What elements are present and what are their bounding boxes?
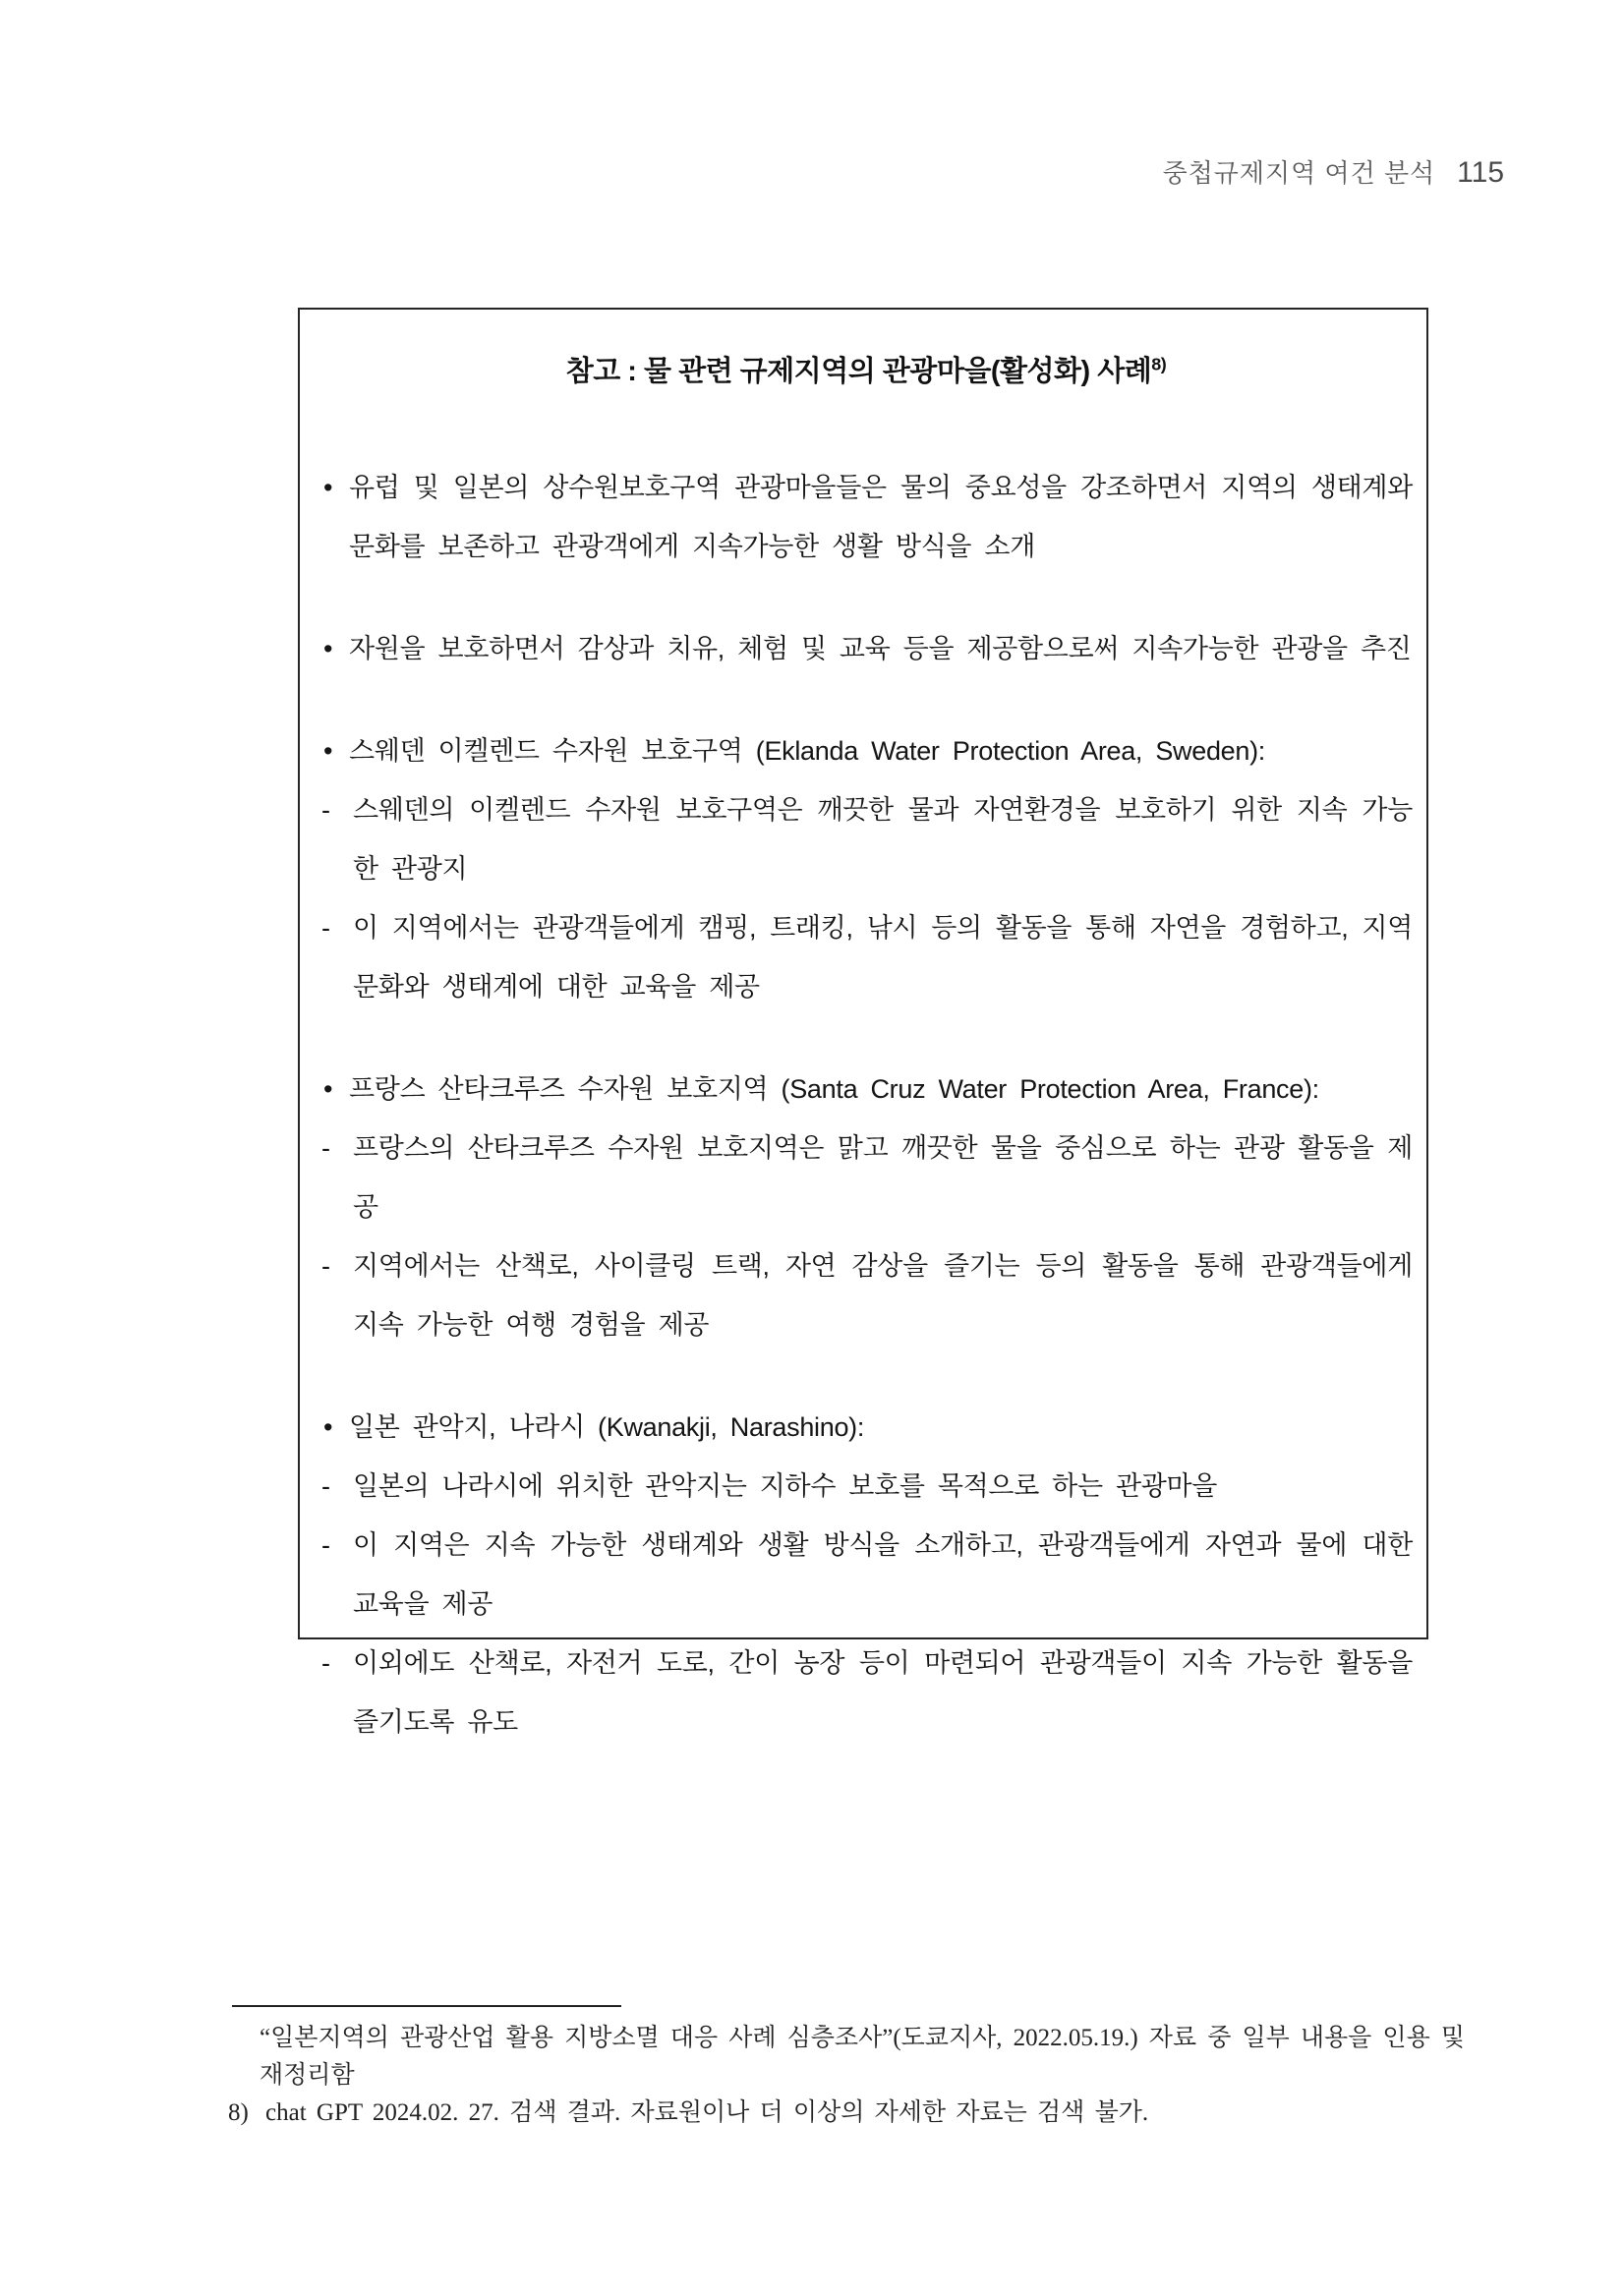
dash-icon: -: [321, 1471, 330, 1501]
bullet-icon: •: [323, 1412, 333, 1442]
footnote-reference-8: 8): [1151, 354, 1167, 374]
dash-icon: -: [321, 913, 330, 943]
bullet-group-japan: [319, 1398, 1413, 1751]
dash-icon: -: [321, 1648, 330, 1678]
footnote-8: [228, 2095, 1465, 2132]
bullet-text: 스웨덴 이켈렌드 수자원 보호구역 (Eklanda Water Protection Area, Sweden):: [349, 736, 1266, 766]
note-box-title: [319, 349, 1413, 389]
sub-bullet-item: [319, 1457, 1413, 1516]
bullet-text: 일본 관악지, 나라시 (Kwanakji, Narashino):: [349, 1412, 865, 1442]
sub-bullet-text: 일본의 나라시에 위치한 관악지는 지하수 보호를 목적으로 하는 관광마을: [353, 1471, 1218, 1501]
footnotes-section: [228, 2020, 1465, 2132]
page-number: 115: [1457, 156, 1504, 189]
dash-icon: -: [321, 795, 330, 825]
sub-bullet-item: [319, 1516, 1413, 1634]
sub-bullet-text: 프랑스의 산타크루즈 수자원 보호지역은 맑고 깨끗한 물을 중심으로 하는 관광 활동을 제공: [353, 1133, 1413, 1222]
bullet-group-resource-protection: [319, 619, 1413, 678]
dash-icon: -: [321, 1251, 330, 1281]
bullet-item: [319, 721, 1413, 780]
bullet-icon: •: [323, 473, 333, 502]
sub-bullet-text: 이외에도 산책로, 자전거 도로, 간이 농장 등이 마련되어 관광객들이 지속 가능한 활동을 즐기도록 유도: [353, 1648, 1413, 1737]
bullet-group-france: [319, 1060, 1413, 1354]
sub-bullet-item: [319, 780, 1413, 898]
sub-bullet-item: [319, 1119, 1413, 1236]
dash-icon: -: [321, 1530, 330, 1560]
bullet-item: [319, 619, 1413, 678]
page-header: [1163, 153, 1504, 190]
note-box-title-text: 참고 : 물 관련 규제지역의 관광마을(활성화) 사례: [565, 356, 1152, 387]
bullet-text: 유럽 및 일본의 상수원보호구역 관광마을들은 물의 중요성을 강조하면서 지역의 생태계와 문화를 보존하고 관광객에게 지속가능한 생활 방식을 소개: [349, 473, 1413, 561]
sub-bullet-text: 지역에서는 산책로, 사이클링 트랙, 자연 감상을 즐기는 등의 활동을 통해 관광객들에게 지속 가능한 여행 경험을 제공: [353, 1251, 1413, 1340]
bullet-text: 자원을 보호하면서 감상과 치유, 체험 및 교육 등을 제공함으로써 지속가능한 관광을 추진: [349, 634, 1412, 663]
sub-bullet-item: [319, 1634, 1413, 1751]
footnote-continued-text: “일본지역의 관광산업 활용 지방소멸 대응 사례 심층조사”(도쿄지사, 2022.05.19.) 자료 중 일부 내용을 인용 및 재정리함: [260, 2025, 1465, 2089]
bullet-text: 프랑스 산타크루즈 수자원 보호지역 (Santa Cruz Water Protection Area, France):: [349, 1074, 1319, 1104]
bullet-icon: •: [323, 736, 333, 766]
sub-bullet-item: [319, 1236, 1413, 1354]
bullet-group-europe-japan-overview: [319, 458, 1413, 576]
bullet-icon: •: [323, 1074, 333, 1104]
bullet-item: [319, 458, 1413, 576]
sub-bullet-text: 이 지역은 지속 가능한 생태계와 생활 방식을 소개하고, 관광객들에게 자연과 물에 대한 교육을 제공: [353, 1530, 1413, 1619]
sub-bullet-item: [319, 898, 1413, 1016]
sub-bullet-text: 스웨덴의 이켈렌드 수자원 보호구역은 깨끗한 물과 자연환경을 보호하기 위한 지속 가능한 관광지: [353, 795, 1413, 884]
footnote-separator-rule: [232, 2005, 621, 2007]
bullet-item: [319, 1060, 1413, 1119]
bullet-item: [319, 1398, 1413, 1457]
bullet-icon: •: [323, 634, 333, 663]
bullet-group-sweden: [319, 721, 1413, 1016]
reference-note-box: [298, 308, 1428, 1737]
footnote-8-marker: 8): [228, 2099, 249, 2126]
sub-bullet-text: 이 지역에서는 관광객들에게 캠핑, 트래킹, 낚시 등의 활동을 통해 자연을 경험하고, 지역 문화와 생태계에 대한 교육을 제공: [353, 913, 1413, 1002]
running-head: 중첩규제지역 여건 분석: [1162, 158, 1436, 188]
dash-icon: -: [321, 1133, 330, 1163]
footnote-8-text: chat GPT 2024.02. 27. 검색 결과. 자료원이나 더 이상의 자세한 자료는 검색 불가.: [265, 2099, 1149, 2126]
